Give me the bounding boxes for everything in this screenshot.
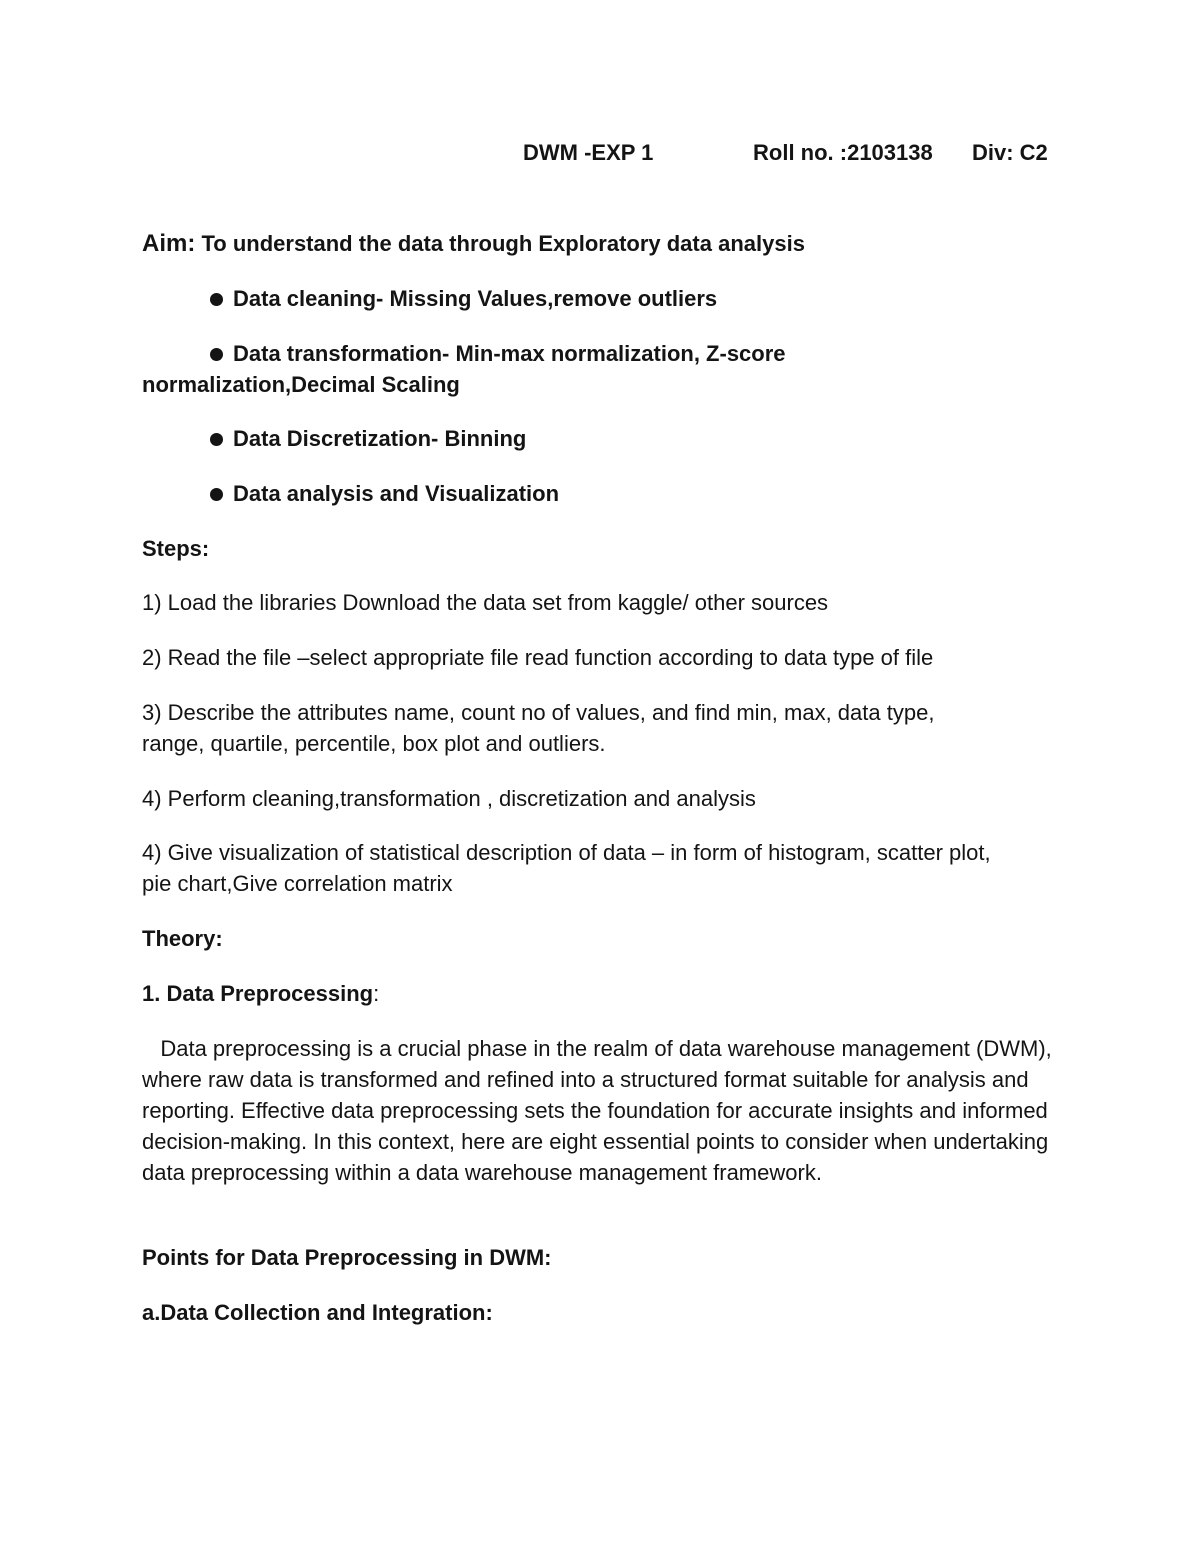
bullet-text: Data transformation- Min-max normalization, Z-score <box>233 341 786 366</box>
bullet-item <box>210 423 526 454</box>
bullet-icon <box>210 293 223 306</box>
bullet-continuation: normalization,Decimal Scaling <box>142 372 460 397</box>
step-line: range, quartile, percentile, box plot and outliers. <box>142 731 606 756</box>
step-line: 2) Read the file –select appropriate file read function according to data type of file <box>142 645 934 670</box>
bullet-text: Data analysis and Visualization <box>233 481 560 506</box>
section-title-text: 1. Data Preprocessing <box>142 981 374 1006</box>
division: Div: C2 <box>972 140 1048 165</box>
step-line: 4) Perform cleaning,transformation , discretization and analysis <box>142 786 756 811</box>
aim-text: To understand the data through Exploratory data analysis <box>201 231 805 256</box>
bullet-icon <box>210 348 223 361</box>
theory-heading: Theory: <box>142 926 223 951</box>
section-title-colon: : <box>373 981 380 1006</box>
bullet-icon <box>210 488 223 501</box>
step-line: 4) Give visualization of statistical description of data – in form of histogram, scatter plot, <box>142 840 991 865</box>
bullet-text: Data cleaning- Missing Values,remove outliers <box>233 286 718 311</box>
bullet-icon <box>210 433 223 446</box>
roll-number: Roll no. :2103138 <box>753 140 933 165</box>
aim-label: Aim: <box>142 230 196 257</box>
theory-paragraph: Data preprocessing is a crucial phase in the realm of data warehouse management (DWM), where raw data is transformed and refined into a structured format suitable for analysis and reporting. Effective data preprocessing sets the foundation for accurate insights and informed decision-making. In this context, here are eight essential points to consider when undertaking data preprocessing within a data warehouse management framework. <box>142 1036 1058 1185</box>
step-line: pie chart,Give correlation matrix <box>142 871 453 896</box>
bullet-item <box>210 283 717 314</box>
experiment-title: DWM -EXP 1 <box>523 140 654 165</box>
section-title <box>142 978 379 1009</box>
bullet-text: Data Discretization- Binning <box>233 426 527 451</box>
points-heading: Points for Data Preprocessing in DWM: <box>142 1245 552 1270</box>
subheading-a: a.Data Collection and Integration: <box>142 1300 493 1325</box>
bullet-item <box>210 478 559 509</box>
step-line: 1) Load the libraries Download the data set from kaggle/ other sources <box>142 590 829 615</box>
steps-heading: Steps: <box>142 536 210 561</box>
bullet-item <box>210 338 786 369</box>
step-line: 3) Describe the attributes name, count no of values, and find min, max, data type, <box>142 700 935 725</box>
aim-line <box>142 228 805 259</box>
